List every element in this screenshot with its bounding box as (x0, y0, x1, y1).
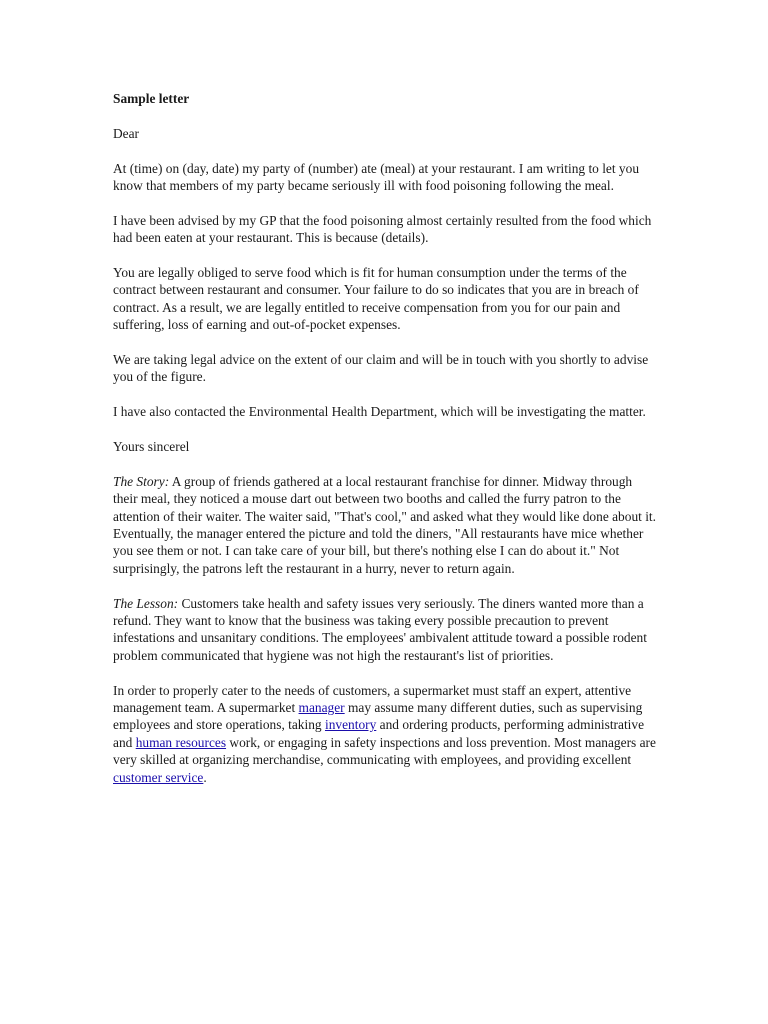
supermarket-paragraph (113, 682, 658, 786)
letter-paragraph-1: At (time) on (day, date) my party of (number) ate (meal) at your restaurant. I am writing to let you know that members of my party became seriously ill with food poisoning following the meal. (113, 160, 640, 193)
supermarket-text-5: . (203, 769, 207, 785)
lesson-text: Customers take health and safety issues very seriously. The diners wanted more than a refund. They want to know that the business was taking every possible precaution to prevent infestations and unsanitary conditions. The employees' ambivalent attitude toward a possible rodent problem communicated that hygiene was not high the restaurant's list of priorities. (113, 595, 647, 663)
letter-salutation: Dear (113, 125, 140, 141)
inventory-link[interactable]: inventory (324, 717, 377, 733)
supermarket-text-1: In order to properly cater to the needs of customers, a supermarket must staff an expert, attentive management team. A supermarket (113, 682, 632, 716)
letter-paragraph-5: I have also contacted the Environmental Health Department, which will be investigating the matter. (113, 404, 646, 420)
letter-paragraph-3: You are legally obliged to serve food which is fit for human consumption under the terms of the contract between restaurant and consumer. Your failure to do so indicates that you are in breach of contract. As a result, we are legally entitled to receive compensation from you for our pain and suffering, loss of earning and out-of-pocket expenses. (113, 265, 639, 333)
supermarket-text-4: work, or engaging in safety inspections and loss prevention. Most managers are very skilled at organizing merchandise, communicating with employees, and providing excellent (113, 734, 656, 768)
customer-service-link[interactable]: customer service (113, 769, 204, 785)
story-label: The Story: (113, 473, 170, 489)
supermarket-text-3: and ordering products, performing administrative and (113, 717, 645, 750)
letter-paragraph-2: I have been advised by my GP that the food poisoning almost certainly resulted from the food which had been eaten at your restaurant. This is because (details). (113, 212, 652, 246)
story-paragraph (113, 473, 658, 577)
letter-closing: Yours sincerel (113, 439, 190, 455)
document-page (113, 90, 658, 803)
letter-title: Sample letter (113, 91, 190, 106)
lesson-label: The Lesson: (113, 595, 179, 611)
manager-link[interactable]: manager (298, 700, 345, 716)
letter-paragraph-4: We are taking legal advice on the extent of our claim and will be in touch with you shortly to advise you of the figure. (113, 352, 649, 385)
supermarket-text-2: may assume many different duties, such as supervising employees and store operations, taking (113, 700, 643, 733)
story-text: A group of friends gathered at a local restaurant franchise for dinner. Midway through their meal, they noticed a mouse dart out between two booths and called the furry patron to the attention of their waiter. The waiter said, "That's cool," and asked what they would like done about it. Eventually, the manager entered the picture and told the diners, "All restaurants have mice whether you see them or not. I can take care of your bill, but there's nothing else I can do about it." Not surprisingly, the patrons left the restaurant in a hurry, never to return again. (113, 473, 656, 576)
lesson-paragraph (113, 595, 658, 665)
human-resources-link[interactable]: human resources (135, 734, 227, 750)
